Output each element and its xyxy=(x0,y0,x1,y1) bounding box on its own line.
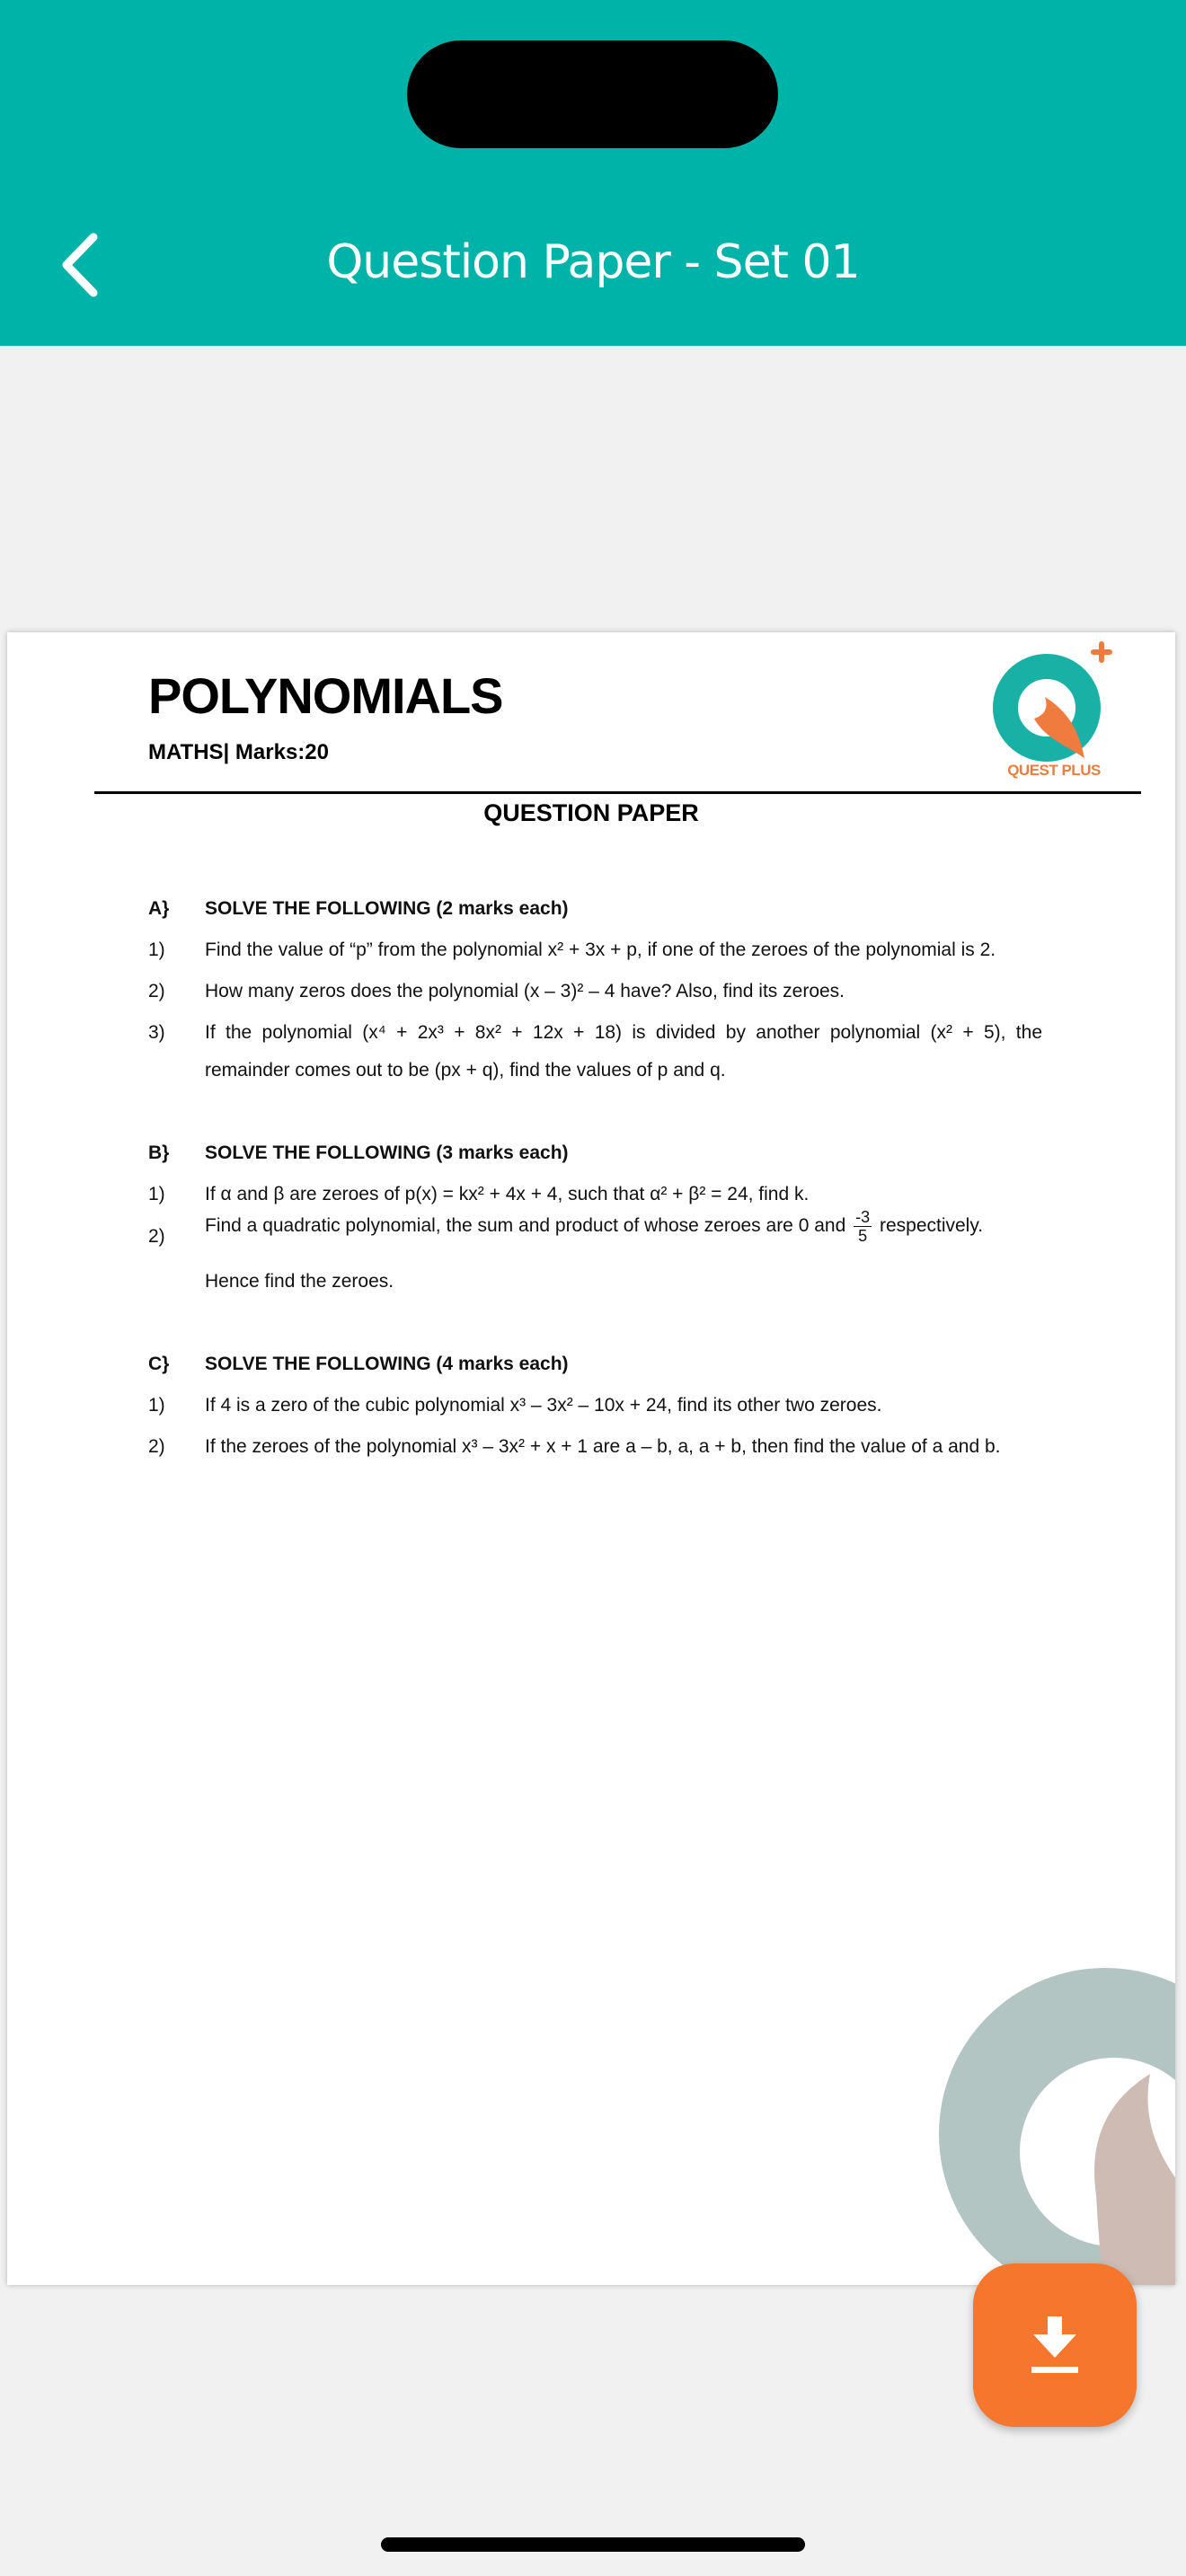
question-text xyxy=(205,1208,983,1245)
document-title: POLYNOMIALS xyxy=(148,667,503,724)
question-text: If 4 is a zero of the cubic polynomial x³ – 3x² – 10x + 24, find its other two zeroes. xyxy=(205,1395,882,1416)
section-heading: SOLVE THE FOLLOWING (4 marks each) xyxy=(205,1354,569,1374)
question-text-continuation: remainder comes out to be (px + q), find the values of p and q. xyxy=(205,1060,726,1081)
question-text: If the polynomial (x⁴ + 2x³ + 8x² + 12x + 18) is divided by another polynomial (x² + 5), the xyxy=(205,1022,1042,1043)
question-number: 1) xyxy=(148,1395,165,1416)
download-icon xyxy=(1028,2313,1082,2378)
question-text-continuation: Hence find the zeroes. xyxy=(205,1271,394,1292)
question-number: 2) xyxy=(148,1226,165,1247)
page-title: Question Paper - Set 01 xyxy=(326,235,860,289)
document-page[interactable] xyxy=(7,632,1175,2285)
divider xyxy=(94,791,1141,794)
section-label: A} xyxy=(148,898,170,919)
question-text: Find the value of “p” from the polynomial x² + 3x + p, if one of the zeroes of the polynomial is 2. xyxy=(205,940,996,960)
home-indicator xyxy=(381,2537,805,2552)
question-number: 2) xyxy=(148,981,165,1001)
section-label: B} xyxy=(148,1142,170,1163)
watermark-logo xyxy=(890,1926,1175,2285)
fraction xyxy=(854,1208,872,1245)
question-number: 2) xyxy=(148,1436,165,1457)
dynamic-island xyxy=(407,40,778,148)
app-header xyxy=(0,0,1186,346)
question-text: If the zeroes of the polynomial x³ – 3x² + x + 1 are a – b, a, a + b, then find the value of a and b. xyxy=(205,1436,1001,1457)
fraction-denominator: 5 xyxy=(858,1227,868,1245)
question-number: 1) xyxy=(148,940,165,960)
question-text: How many zeros does the polynomial (x – 3)² – 4 have? Also, find its zeroes. xyxy=(205,981,845,1001)
question-text-part: respectively. xyxy=(879,1215,984,1237)
download-button[interactable] xyxy=(973,2263,1137,2427)
quest-plus-logo xyxy=(991,638,1117,790)
logo-text: QUEST PLUS xyxy=(1007,762,1101,779)
question-number: 1) xyxy=(148,1184,165,1204)
question-text: If α and β are zeroes of p(x) = kx² + 4x + 4, such that α² + β² = 24, find k. xyxy=(205,1184,810,1204)
question-number: 3) xyxy=(148,1022,165,1043)
document-subtitle: MATHS| Marks:20 xyxy=(148,740,329,764)
section-heading: SOLVE THE FOLLOWING (3 marks each) xyxy=(205,1142,569,1163)
section-label: C} xyxy=(148,1354,170,1374)
section-heading: SOLVE THE FOLLOWING (2 marks each) xyxy=(205,898,569,919)
fraction-numerator: -3 xyxy=(855,1208,871,1226)
question-paper-heading: QUESTION PAPER xyxy=(483,799,699,826)
question-text-part: Find a quadratic polynomial, the sum and product of whose zeroes are 0 and xyxy=(205,1215,846,1237)
